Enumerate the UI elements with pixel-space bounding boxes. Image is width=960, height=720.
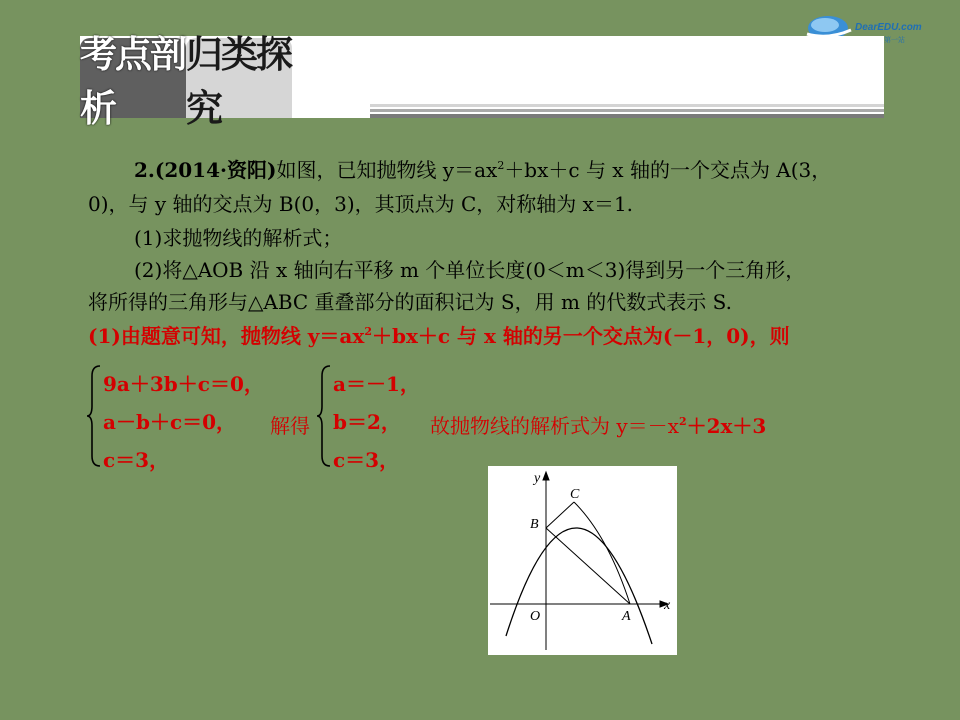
label-b: B [530,517,539,532]
problem-source: (2014·资阳) [154,158,277,182]
header-stripes [370,104,884,118]
solution-conclusion [430,410,766,439]
problem-text-b: ＋bx＋c 与 x 轴的一个交点为 A(3， [504,158,832,182]
tab-kaodian: 考点剖析 [80,33,185,130]
solution-intro-exponent: 2 [364,325,372,338]
system2-eq3: c＝3， [333,448,400,472]
triangle-abc [546,502,630,604]
left-brace-2 [316,364,332,468]
system2-eq2: b＝2， [333,410,401,434]
label-c: C [570,487,580,502]
y-axis-arrow [543,472,549,480]
system1-eq3: c＝3， [103,448,170,472]
system1-eq1: 9a＋3b＋c＝0， [103,372,264,396]
left-brace-1 [86,364,102,468]
solution-intro [88,322,790,350]
problem-line-5: 将所得的三角形与△ABC 重叠部分的面积记为 S，用 m 的代数式表示 S. [88,290,732,314]
system2-eq1: a＝－1， [333,372,420,396]
parabola-figure [488,466,677,655]
label-x: x [664,598,671,613]
label-o: O [530,609,541,624]
solution-intro-a: (1)由题意可知，抛物线 y＝ax [88,324,365,348]
problem-number: 2. [134,158,155,182]
solve-label: 解得 [270,414,310,438]
solution-intro-b: ＋bx＋c 与 x 轴的另一个交点为(－1，0)，则 [371,324,790,348]
segment-ca [574,502,630,604]
label-y: y [534,471,541,486]
problem-exponent: 2 [497,159,505,172]
parabola-curve [506,528,652,644]
conclusion-exponent: 2 [678,415,687,428]
problem-line-1 [134,156,831,184]
segment-bc [546,502,574,528]
logo-brand-text: DearEDU.com [855,22,922,33]
logo-sub-text: 第一站 [884,37,905,44]
system1-eq2: a－b＋c＝0， [103,410,237,434]
problem-line-4: (2)将△AOB 沿 x 轴向右平移 m 个单位长度(0＜m＜3)得到另一个三角形， [134,258,806,282]
problem-line-2: 0)，与 y 轴的交点为 B(0，3)，其顶点为 C，对称轴为 x＝1. [88,192,634,216]
segment-ba [546,528,630,604]
section-header [80,33,884,130]
problem-line-3: (1)求抛物线的解析式； [134,226,343,250]
conclusion-text-a: 故抛物线的解析式为 y＝－x [430,414,679,438]
label-a: A [622,609,631,624]
conclusion-text-b: ＋2x＋3 [686,414,767,438]
problem-text-a: 如图，已知抛物线 y＝ax [276,158,498,182]
tab-guilei: 归类探究 [186,33,291,130]
